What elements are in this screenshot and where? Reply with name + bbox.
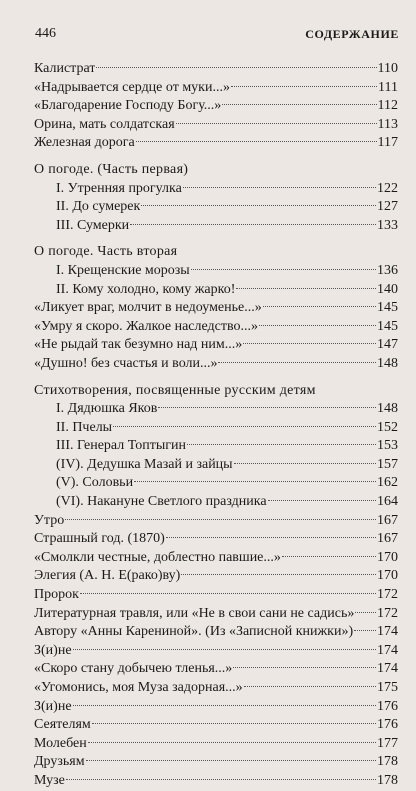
entry-title: «Не рыдай так безумно над ним...» xyxy=(34,337,243,353)
dot-leader xyxy=(231,86,377,87)
entry-page: 162 xyxy=(377,475,398,491)
entry-page: 145 xyxy=(377,318,398,334)
entry-page: 157 xyxy=(377,456,398,472)
entry-page: 110 xyxy=(377,61,398,76)
dot-leader xyxy=(66,779,376,780)
section-title: О погоде. Часть вторая xyxy=(34,244,178,260)
entry-page: 112 xyxy=(377,98,398,114)
toc-entry xyxy=(34,530,398,549)
entry-title: Орина, мать солдатская xyxy=(34,116,175,132)
entry-page: 175 xyxy=(377,680,398,695)
dot-leader xyxy=(181,574,376,575)
dot-leader xyxy=(80,593,376,594)
entry-page: 122 xyxy=(377,180,398,196)
dot-leader xyxy=(73,649,376,650)
dot-leader xyxy=(183,187,376,188)
entry-page: 152 xyxy=(377,419,398,435)
toc-entry xyxy=(34,456,398,475)
toc-entry xyxy=(34,299,398,318)
entry-page: 172 xyxy=(377,587,398,603)
entry-title: З(и)не xyxy=(34,642,72,658)
entry-title: II. Кому холодно, кому жарко! xyxy=(56,281,236,297)
entry-page: 177 xyxy=(377,735,398,751)
entry-title: «Скоро стану добычею тленья...» xyxy=(34,661,233,677)
entry-title: «Угомонись, моя Муза задорная...» xyxy=(34,680,243,695)
dot-leader xyxy=(86,760,376,761)
entry-title: Автору «Анны Карениной». (Из «Записной книжки») xyxy=(34,624,354,640)
entry-page: 153 xyxy=(377,438,398,454)
entry-title: Пророк xyxy=(34,587,79,603)
entry-title: «Душно! без счастья и воли...» xyxy=(34,355,218,371)
dot-leader xyxy=(243,343,376,344)
dot-leader xyxy=(222,104,376,105)
entry-title: Страшный год. (1870) xyxy=(34,531,165,547)
dot-leader xyxy=(73,705,376,706)
dot-leader xyxy=(176,123,377,124)
toc-entry xyxy=(34,605,398,624)
dot-leader xyxy=(158,407,376,408)
dot-leader xyxy=(354,630,376,631)
entry-page: 174 xyxy=(377,624,398,640)
entry-title: Сеятелям xyxy=(34,717,91,733)
entry-title: Утро xyxy=(34,512,65,528)
dot-leader xyxy=(134,481,376,482)
entry-title: III. Генерал Топтыгин xyxy=(56,438,186,454)
entry-page: 172 xyxy=(377,605,398,621)
entry-title: «Смолкли честные, доблестно павшие...» xyxy=(34,549,281,565)
toc-entry xyxy=(34,262,398,281)
entry-title: II. Пчелы xyxy=(56,419,113,435)
dot-leader xyxy=(65,519,376,520)
toc-entry xyxy=(34,79,398,98)
toc-entry xyxy=(34,336,398,355)
entry-title: Друзьям xyxy=(34,754,85,770)
entry-page: 174 xyxy=(377,661,398,677)
entry-page: 176 xyxy=(377,717,398,733)
entry-page: 117 xyxy=(377,135,398,151)
dot-leader xyxy=(244,686,376,687)
dot-leader xyxy=(236,288,376,289)
dot-leader xyxy=(191,269,376,270)
entry-page: 127 xyxy=(377,199,398,215)
entry-title: Калистрат xyxy=(34,61,96,76)
dot-leader xyxy=(88,742,376,743)
section-title: Стихотворения, посвященные русским детям xyxy=(34,382,316,398)
toc-section-heading xyxy=(34,161,398,180)
entry-page: 167 xyxy=(377,531,398,547)
toc-entry xyxy=(34,623,398,642)
entry-page: 174 xyxy=(377,642,398,658)
dot-leader xyxy=(218,362,376,363)
toc-entry xyxy=(34,642,398,661)
dot-leader xyxy=(166,537,376,538)
toc-entry xyxy=(34,281,398,300)
dot-leader xyxy=(233,667,376,668)
dot-leader xyxy=(234,463,376,464)
entry-title: З(и)не xyxy=(34,698,72,714)
entry-page: 140 xyxy=(377,281,398,297)
toc-entry xyxy=(34,493,398,512)
entry-page: 176 xyxy=(377,698,398,714)
entry-page: 164 xyxy=(377,494,398,510)
entry-title: I. Утренняя прогулка xyxy=(56,180,182,196)
toc-entry xyxy=(34,419,398,438)
entry-title: III. Сумерки xyxy=(56,217,130,233)
entry-page: 167 xyxy=(377,512,398,528)
toc-entry xyxy=(34,735,398,754)
dot-leader xyxy=(268,500,376,501)
entry-title: II. До сумерек xyxy=(56,199,141,215)
entry-title: «Ликует враг, молчит в недоуменье...» xyxy=(34,300,262,316)
entry-page: 136 xyxy=(377,262,398,278)
entry-page: 113 xyxy=(377,116,398,132)
toc-section-heading xyxy=(34,243,398,262)
toc-entry xyxy=(34,116,398,135)
dot-leader xyxy=(130,224,376,225)
running-head: СОДЕРЖАНИЕ xyxy=(305,27,399,41)
toc-entry xyxy=(34,679,398,698)
entry-page: 170 xyxy=(377,549,398,565)
toc-entry xyxy=(34,753,398,772)
entry-title: «Умру я скоро. Жалкое наследство...» xyxy=(34,318,258,334)
dot-leader xyxy=(92,723,376,724)
toc-entry xyxy=(34,698,398,717)
entry-title: (V). Соловьи xyxy=(56,475,134,491)
toc-entry xyxy=(34,660,398,679)
toc-entry xyxy=(34,97,398,116)
toc-entry xyxy=(34,474,398,493)
toc-entry xyxy=(34,512,398,531)
section-title: О погоде. (Часть первая) xyxy=(34,161,189,177)
entry-title: Элегия (А. Н. Е(рако)ву) xyxy=(34,568,181,584)
entry-title: (VI). Накануне Светлого праздника xyxy=(56,494,267,510)
entry-title: Молебен xyxy=(34,735,87,751)
dot-leader xyxy=(282,556,376,557)
toc-entry xyxy=(34,567,398,586)
entry-title: «Благодарение Господу Богу...» xyxy=(34,98,222,114)
toc-entry xyxy=(34,60,398,79)
toc-entry xyxy=(34,134,398,153)
dot-leader xyxy=(355,612,376,613)
dot-leader xyxy=(259,325,376,326)
entry-title: Музе xyxy=(34,772,65,788)
entry-title: Литературная травля, или «Не в свои сани не садись» xyxy=(34,605,355,621)
toc-entry xyxy=(34,772,398,791)
toc-entry xyxy=(34,549,398,568)
entry-page: 148 xyxy=(377,401,398,417)
entry-page: 170 xyxy=(377,568,398,584)
toc-entry xyxy=(34,217,398,236)
entry-title: Железная дорога xyxy=(34,135,135,151)
entry-page: 133 xyxy=(377,217,398,233)
dot-leader xyxy=(187,444,376,445)
entry-page: 145 xyxy=(377,300,398,316)
entry-page: 148 xyxy=(377,355,398,371)
dot-leader xyxy=(263,306,376,307)
toc-entry xyxy=(34,716,398,735)
page-number: 446 xyxy=(35,26,56,41)
entry-page: 111 xyxy=(378,79,398,95)
entry-title: «Надрывается сердце от муки...» xyxy=(34,79,230,95)
dot-leader xyxy=(141,205,376,206)
entry-title: I. Крещенские морозы xyxy=(56,262,190,278)
dot-leader xyxy=(136,141,377,142)
toc-section-heading xyxy=(34,382,398,401)
toc-entry xyxy=(34,180,398,199)
entry-page: 178 xyxy=(377,772,398,788)
entry-page: 147 xyxy=(377,337,398,353)
dot-leader xyxy=(96,67,376,68)
entry-title: I. Дядюшка Яков xyxy=(56,401,158,417)
toc-entry xyxy=(34,437,398,456)
entry-title: (IV). Дедушка Мазай и зайцы xyxy=(56,456,233,472)
table-of-contents xyxy=(34,60,398,791)
entry-page: 178 xyxy=(377,754,398,770)
toc-entry xyxy=(34,586,398,605)
toc-entry xyxy=(34,400,398,419)
toc-entry xyxy=(34,198,398,217)
toc-entry xyxy=(34,318,398,337)
dot-leader xyxy=(113,426,376,427)
toc-entry xyxy=(34,355,398,374)
